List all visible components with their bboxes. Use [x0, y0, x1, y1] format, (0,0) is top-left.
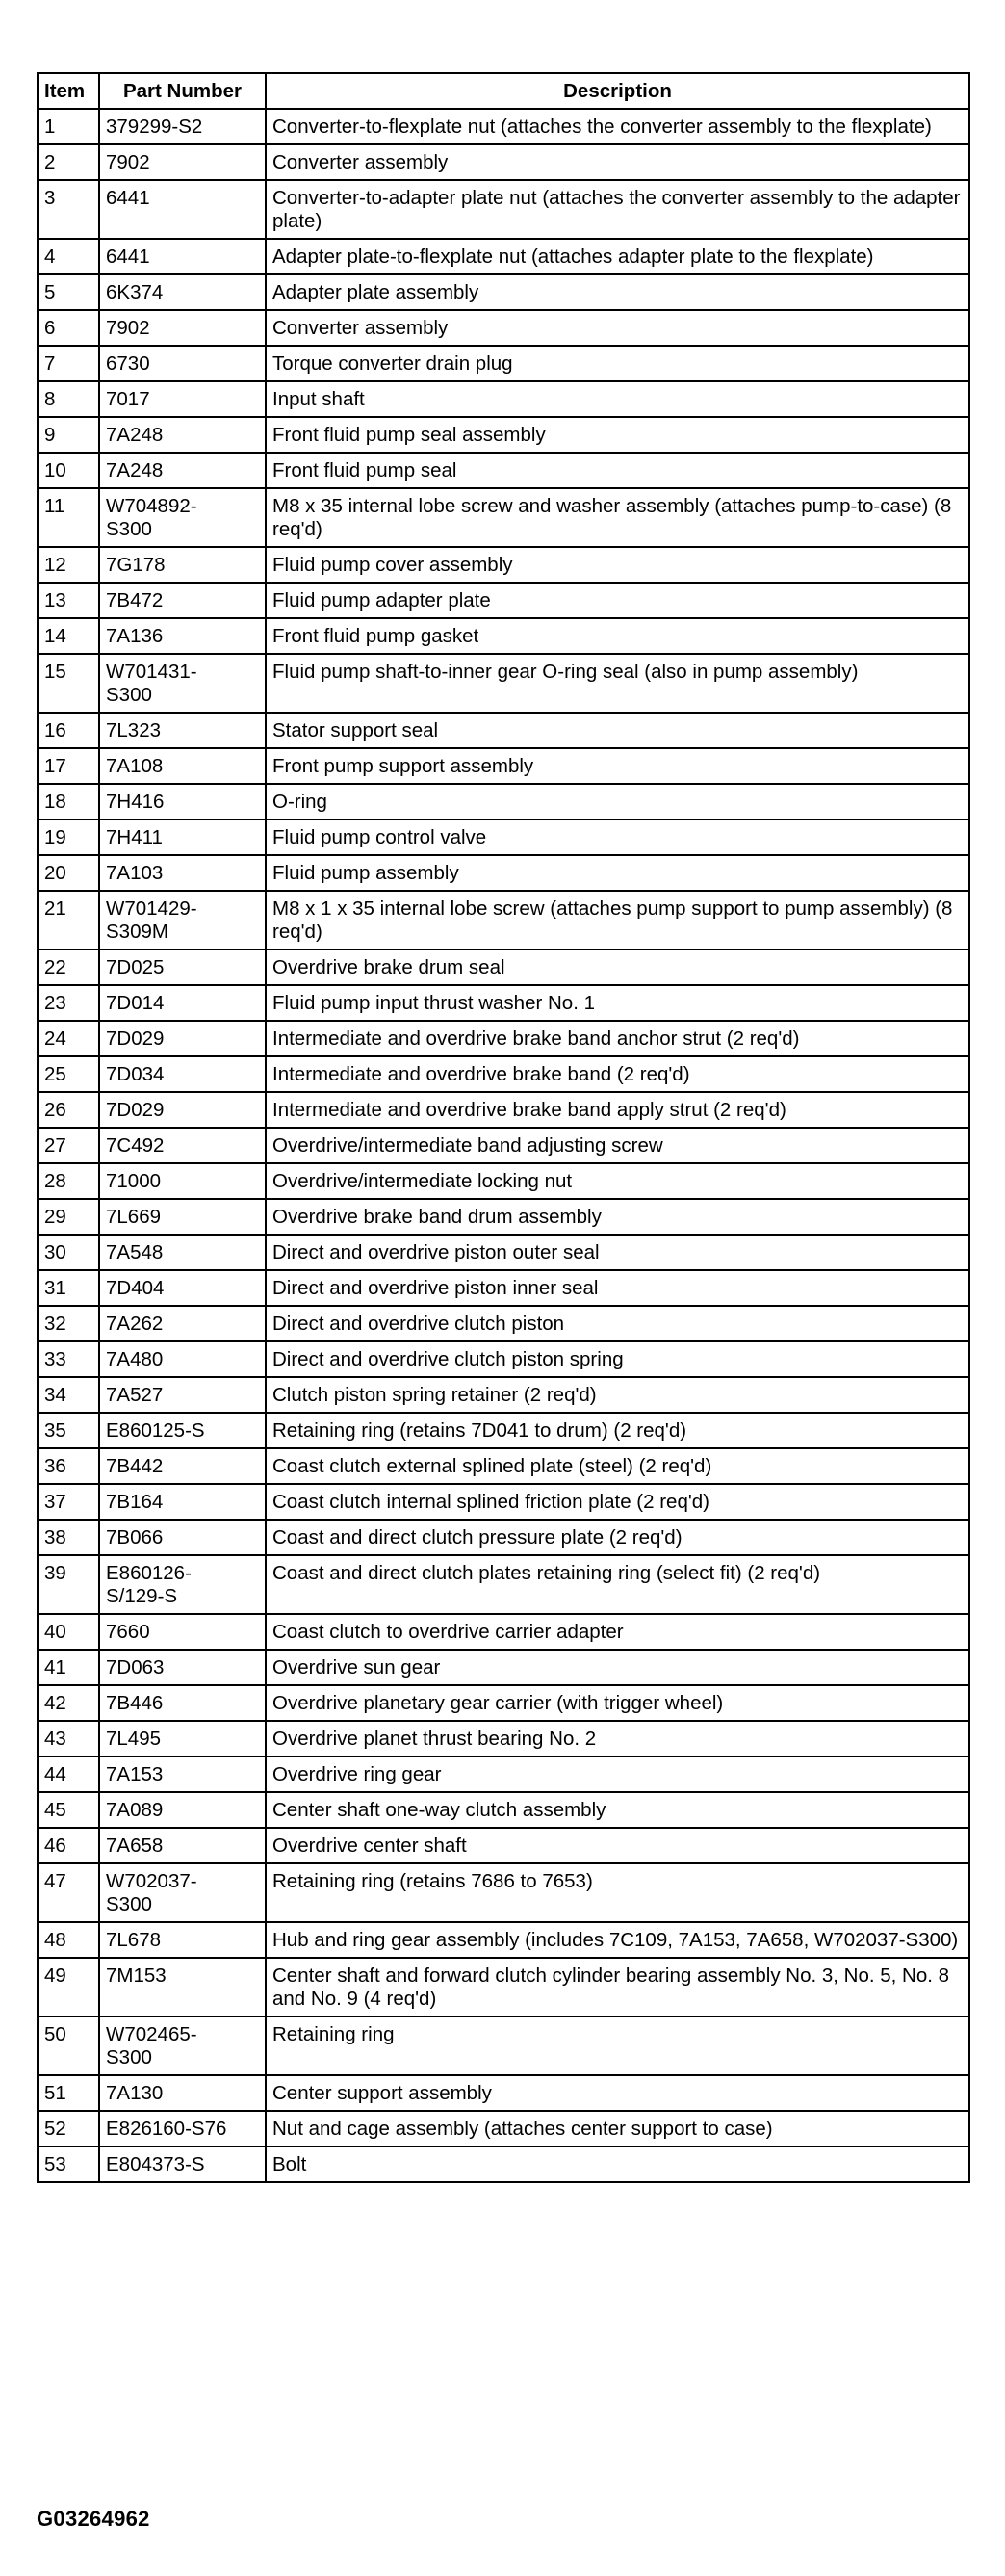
cell-part-number: W702037- S300 — [99, 1863, 266, 1922]
cell-part-number: 7L495 — [99, 1721, 266, 1756]
cell-item-number: 53 — [38, 2147, 99, 2182]
cell-description: Retaining ring (retains 7D041 to drum) (2 req'd) — [266, 1413, 969, 1448]
cell-part-number: W702465- S300 — [99, 2017, 266, 2075]
cell-item-number: 25 — [38, 1056, 99, 1092]
cell-part-number: 7A089 — [99, 1792, 266, 1828]
cell-item-number: 32 — [38, 1306, 99, 1341]
table-row — [38, 985, 969, 1021]
parts-table — [37, 72, 970, 2183]
cell-part-number: 7D029 — [99, 1092, 266, 1128]
cell-description: Converter assembly — [266, 310, 969, 346]
cell-item-number: 39 — [38, 1555, 99, 1614]
table-row — [38, 618, 969, 654]
cell-description: Input shaft — [266, 381, 969, 417]
cell-description: Direct and overdrive clutch piston spring — [266, 1341, 969, 1377]
figure-id: G03264962 — [37, 2507, 150, 2531]
cell-description: Torque converter drain plug — [266, 346, 969, 381]
cell-description: Intermediate and overdrive brake band anchor strut (2 req'd) — [266, 1021, 969, 1056]
cell-part-number: 7A130 — [99, 2075, 266, 2111]
cell-part-number: 7D034 — [99, 1056, 266, 1092]
cell-part-number: E826160-S76 — [99, 2111, 266, 2147]
cell-part-number: 7G178 — [99, 547, 266, 583]
cell-description: Overdrive ring gear — [266, 1756, 969, 1792]
cell-item-number: 34 — [38, 1377, 99, 1413]
cell-part-number: 7902 — [99, 144, 266, 180]
cell-part-number: 6441 — [99, 180, 266, 239]
cell-description: Converter assembly — [266, 144, 969, 180]
cell-description: Front fluid pump seal — [266, 453, 969, 488]
cell-part-number: 7H411 — [99, 820, 266, 855]
table-row — [38, 713, 969, 748]
cell-item-number: 29 — [38, 1199, 99, 1235]
cell-item-number: 16 — [38, 713, 99, 748]
table-row — [38, 1958, 969, 2017]
table-row — [38, 346, 969, 381]
table-row — [38, 1484, 969, 1520]
table-header — [38, 73, 969, 109]
table-row — [38, 950, 969, 985]
column-header-part-number: Part Number — [99, 73, 266, 109]
cell-description: Hub and ring gear assembly (includes 7C109, 7A153, 7A658, W702037-S300) — [266, 1922, 969, 1958]
cell-item-number: 10 — [38, 453, 99, 488]
cell-description: M8 x 35 internal lobe screw and washer assembly (attaches pump-to-case) (8 req'd) — [266, 488, 969, 547]
cell-part-number: 7D063 — [99, 1650, 266, 1685]
table-row — [38, 748, 969, 784]
cell-part-number: 7C492 — [99, 1128, 266, 1163]
cell-part-number: 7A548 — [99, 1235, 266, 1270]
cell-description: Overdrive planetary gear carrier (with trigger wheel) — [266, 1685, 969, 1721]
table-row — [38, 1092, 969, 1128]
table-row — [38, 1555, 969, 1614]
cell-description: Front fluid pump seal assembly — [266, 417, 969, 453]
cell-part-number: 7A262 — [99, 1306, 266, 1341]
cell-description: Converter-to-adapter plate nut (attaches the converter assembly to the adapter plate) — [266, 180, 969, 239]
table-row — [38, 1614, 969, 1650]
cell-description: Intermediate and overdrive brake band apply strut (2 req'd) — [266, 1092, 969, 1128]
cell-part-number: 7A153 — [99, 1756, 266, 1792]
cell-description: Coast and direct clutch pressure plate (2 req'd) — [266, 1520, 969, 1555]
column-header-item: Item — [38, 73, 99, 109]
cell-description: Overdrive sun gear — [266, 1650, 969, 1685]
cell-part-number: 7H416 — [99, 784, 266, 820]
cell-item-number: 5 — [38, 274, 99, 310]
table-row — [38, 583, 969, 618]
table-row — [38, 1163, 969, 1199]
cell-description: Direct and overdrive clutch piston — [266, 1306, 969, 1341]
cell-description: Coast clutch internal splined friction plate (2 req'd) — [266, 1484, 969, 1520]
cell-description: Retaining ring (retains 7686 to 7653) — [266, 1863, 969, 1922]
cell-item-number: 51 — [38, 2075, 99, 2111]
column-header-description: Description — [266, 73, 969, 109]
cell-description: Adapter plate-to-flexplate nut (attaches adapter plate to the flexplate) — [266, 239, 969, 274]
cell-item-number: 20 — [38, 855, 99, 891]
cell-part-number: 7A527 — [99, 1377, 266, 1413]
cell-item-number: 36 — [38, 1448, 99, 1484]
cell-part-number: 7D029 — [99, 1021, 266, 1056]
cell-description: Overdrive planet thrust bearing No. 2 — [266, 1721, 969, 1756]
cell-description: Bolt — [266, 2147, 969, 2182]
table-row — [38, 654, 969, 713]
cell-item-number: 47 — [38, 1863, 99, 1922]
cell-item-number: 40 — [38, 1614, 99, 1650]
table-row — [38, 1128, 969, 1163]
table-row — [38, 488, 969, 547]
cell-item-number: 18 — [38, 784, 99, 820]
cell-description: Nut and cage assembly (attaches center support to case) — [266, 2111, 969, 2147]
cell-part-number: 7A136 — [99, 618, 266, 654]
cell-part-number: 7A248 — [99, 417, 266, 453]
table-row — [38, 1235, 969, 1270]
cell-description: Overdrive brake band drum assembly — [266, 1199, 969, 1235]
cell-part-number: 379299-S2 — [99, 109, 266, 144]
cell-part-number: 7902 — [99, 310, 266, 346]
cell-description: Adapter plate assembly — [266, 274, 969, 310]
table-row — [38, 1306, 969, 1341]
table-row — [38, 1270, 969, 1306]
cell-item-number: 30 — [38, 1235, 99, 1270]
table-row — [38, 453, 969, 488]
table-row — [38, 855, 969, 891]
cell-description: Overdrive center shaft — [266, 1828, 969, 1863]
table-row — [38, 1448, 969, 1484]
cell-description: Fluid pump assembly — [266, 855, 969, 891]
table-row — [38, 1922, 969, 1958]
cell-part-number: 7660 — [99, 1614, 266, 1650]
cell-item-number: 46 — [38, 1828, 99, 1863]
cell-description: Fluid pump input thrust washer No. 1 — [266, 985, 969, 1021]
table-row — [38, 1413, 969, 1448]
header-row — [38, 73, 969, 109]
cell-item-number: 11 — [38, 488, 99, 547]
cell-description: Coast clutch to overdrive carrier adapter — [266, 1614, 969, 1650]
cell-description: Converter-to-flexplate nut (attaches the converter assembly to the flexplate) — [266, 109, 969, 144]
table-row — [38, 310, 969, 346]
cell-part-number: W704892- S300 — [99, 488, 266, 547]
cell-part-number: 7D025 — [99, 950, 266, 985]
table-row — [38, 1685, 969, 1721]
cell-description: Fluid pump adapter plate — [266, 583, 969, 618]
table-row — [38, 1863, 969, 1922]
cell-part-number: W701429- S309M — [99, 891, 266, 950]
cell-part-number: 71000 — [99, 1163, 266, 1199]
cell-item-number: 28 — [38, 1163, 99, 1199]
table-row — [38, 1721, 969, 1756]
table-row — [38, 1056, 969, 1092]
cell-description: Coast clutch external splined plate (steel) (2 req'd) — [266, 1448, 969, 1484]
cell-description: Direct and overdrive piston inner seal — [266, 1270, 969, 1306]
cell-item-number: 43 — [38, 1721, 99, 1756]
table-row — [38, 144, 969, 180]
table-row — [38, 891, 969, 950]
table-row — [38, 820, 969, 855]
table-row — [38, 1756, 969, 1792]
cell-part-number: 6K374 — [99, 274, 266, 310]
cell-part-number: 7A108 — [99, 748, 266, 784]
table-row — [38, 2147, 969, 2182]
table-row — [38, 417, 969, 453]
cell-item-number: 9 — [38, 417, 99, 453]
cell-item-number: 17 — [38, 748, 99, 784]
table-row — [38, 1650, 969, 1685]
cell-part-number: 7B164 — [99, 1484, 266, 1520]
table-row — [38, 180, 969, 239]
cell-description: Fluid pump shaft-to-inner gear O-ring seal (also in pump assembly) — [266, 654, 969, 713]
cell-part-number: 7A248 — [99, 453, 266, 488]
cell-item-number: 15 — [38, 654, 99, 713]
cell-description: Center support assembly — [266, 2075, 969, 2111]
cell-item-number: 38 — [38, 1520, 99, 1555]
table-row — [38, 1377, 969, 1413]
cell-item-number: 26 — [38, 1092, 99, 1128]
cell-description: Intermediate and overdrive brake band (2 req'd) — [266, 1056, 969, 1092]
cell-part-number: 7D014 — [99, 985, 266, 1021]
parts-list-sheet — [37, 72, 968, 2183]
cell-description: Overdrive/intermediate locking nut — [266, 1163, 969, 1199]
cell-item-number: 22 — [38, 950, 99, 985]
cell-description: O-ring — [266, 784, 969, 820]
table-body — [38, 109, 969, 2182]
cell-description: Center shaft and forward clutch cylinder bearing assembly No. 3, No. 5, No. 8 and No. 9 (4 req'd) — [266, 1958, 969, 2017]
cell-item-number: 33 — [38, 1341, 99, 1377]
cell-description: Front pump support assembly — [266, 748, 969, 784]
cell-item-number: 27 — [38, 1128, 99, 1163]
cell-description: Overdrive brake drum seal — [266, 950, 969, 985]
cell-description: Center shaft one-way clutch assembly — [266, 1792, 969, 1828]
cell-part-number: 7D404 — [99, 1270, 266, 1306]
cell-part-number: 7B442 — [99, 1448, 266, 1484]
cell-description: Fluid pump cover assembly — [266, 547, 969, 583]
cell-item-number: 49 — [38, 1958, 99, 2017]
cell-item-number: 4 — [38, 239, 99, 274]
cell-description: Coast and direct clutch plates retaining ring (select fit) (2 req'd) — [266, 1555, 969, 1614]
cell-part-number: W701431- S300 — [99, 654, 266, 713]
cell-description: Stator support seal — [266, 713, 969, 748]
cell-item-number: 35 — [38, 1413, 99, 1448]
cell-part-number: 7B446 — [99, 1685, 266, 1721]
table-row — [38, 1199, 969, 1235]
cell-item-number: 19 — [38, 820, 99, 855]
cell-item-number: 37 — [38, 1484, 99, 1520]
cell-part-number: 7A658 — [99, 1828, 266, 1863]
cell-item-number: 21 — [38, 891, 99, 950]
cell-item-number: 31 — [38, 1270, 99, 1306]
table-row — [38, 2111, 969, 2147]
cell-description: Direct and overdrive piston outer seal — [266, 1235, 969, 1270]
cell-item-number: 2 — [38, 144, 99, 180]
table-row — [38, 1021, 969, 1056]
cell-description: Fluid pump control valve — [266, 820, 969, 855]
cell-part-number: 7017 — [99, 381, 266, 417]
cell-description: Clutch piston spring retainer (2 req'd) — [266, 1377, 969, 1413]
table-row — [38, 239, 969, 274]
cell-part-number: E860126- S/129-S — [99, 1555, 266, 1614]
cell-item-number: 24 — [38, 1021, 99, 1056]
cell-item-number: 3 — [38, 180, 99, 239]
cell-item-number: 45 — [38, 1792, 99, 1828]
cell-item-number: 48 — [38, 1922, 99, 1958]
cell-part-number: 7A480 — [99, 1341, 266, 1377]
cell-part-number: 7B066 — [99, 1520, 266, 1555]
cell-part-number: 6441 — [99, 239, 266, 274]
cell-item-number: 1 — [38, 109, 99, 144]
table-row — [38, 1792, 969, 1828]
cell-item-number: 23 — [38, 985, 99, 1021]
cell-part-number: 6730 — [99, 346, 266, 381]
table-row — [38, 109, 969, 144]
cell-item-number: 8 — [38, 381, 99, 417]
cell-item-number: 41 — [38, 1650, 99, 1685]
cell-part-number: 7M153 — [99, 1958, 266, 2017]
table-row — [38, 2075, 969, 2111]
cell-part-number: 7L669 — [99, 1199, 266, 1235]
table-row — [38, 784, 969, 820]
table-row — [38, 1341, 969, 1377]
cell-part-number: 7L678 — [99, 1922, 266, 1958]
table-row — [38, 274, 969, 310]
cell-part-number: 7L323 — [99, 713, 266, 748]
cell-part-number: E804373-S — [99, 2147, 266, 2182]
cell-item-number: 14 — [38, 618, 99, 654]
cell-description: Front fluid pump gasket — [266, 618, 969, 654]
table-row — [38, 1828, 969, 1863]
cell-item-number: 7 — [38, 346, 99, 381]
cell-description: Overdrive/intermediate band adjusting screw — [266, 1128, 969, 1163]
cell-part-number: E860125-S — [99, 1413, 266, 1448]
cell-item-number: 50 — [38, 2017, 99, 2075]
cell-item-number: 6 — [38, 310, 99, 346]
cell-item-number: 44 — [38, 1756, 99, 1792]
table-row — [38, 381, 969, 417]
cell-part-number: 7A103 — [99, 855, 266, 891]
cell-item-number: 42 — [38, 1685, 99, 1721]
cell-part-number: 7B472 — [99, 583, 266, 618]
cell-item-number: 13 — [38, 583, 99, 618]
table-row — [38, 2017, 969, 2075]
cell-description: M8 x 1 x 35 internal lobe screw (attaches pump support to pump assembly) (8 req'd) — [266, 891, 969, 950]
cell-item-number: 12 — [38, 547, 99, 583]
table-row — [38, 1520, 969, 1555]
cell-description: Retaining ring — [266, 2017, 969, 2075]
table-row — [38, 547, 969, 583]
cell-item-number: 52 — [38, 2111, 99, 2147]
